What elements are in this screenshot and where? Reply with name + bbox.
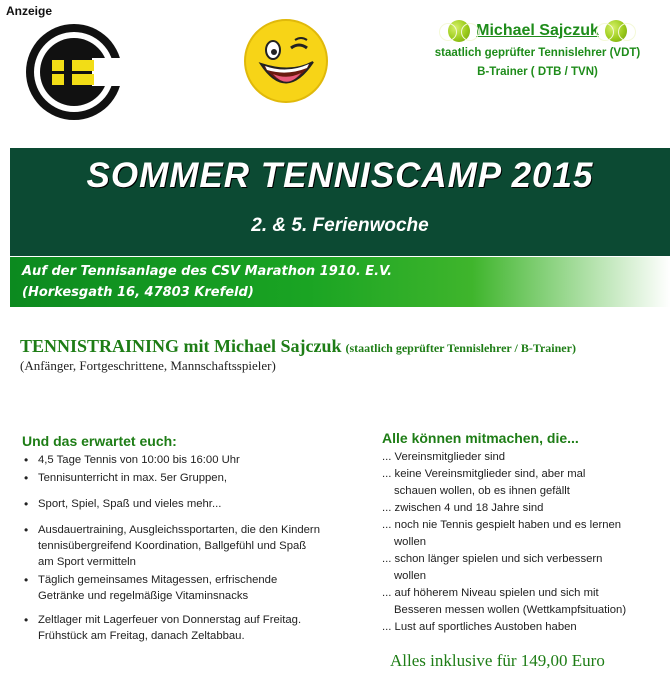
list-item: ... schon länger spielen und sich verbessern wollen	[382, 553, 603, 582]
training-heading-main: TENNISTRAINING mit Michael Sajczuk	[20, 336, 342, 356]
list-item: • Zeltlager mit Lagerfeuer von Donnerstag auf Freitag. Frühstück am Freitag, danach Zeltabbau.	[22, 612, 322, 644]
training-heading-suffix: (staatlich geprüfter Tennislehrer / B-Trainer)	[345, 341, 576, 355]
expectations-list	[22, 452, 322, 644]
tennis-ball-icon	[605, 20, 627, 42]
list-item: ... auf höherem Niveau spielen und sich mit Besseren messen wollen (Wettkampfsituation)	[382, 587, 627, 616]
club-logo-icon	[24, 22, 124, 122]
price-text: Alles inklusive für 149,00 Euro	[390, 651, 605, 670]
expectations-heading: Und das erwartet euch:	[22, 433, 177, 449]
list-item: ... keine Vereinsmitglieder sind, aber mal schauen wollen, ob es ihnen gefällt	[382, 468, 586, 497]
training-audience: (Anfänger, Fortgeschrittene, Mannschaftsspieler)	[20, 358, 276, 373]
participants-section	[382, 430, 667, 636]
trainer-name: Michael Sajczuk	[476, 22, 599, 39]
list-item: ... zwischen 4 und 18 Jahre sind	[382, 502, 544, 514]
page-title: SOMMER TENNISCAMP 2015	[86, 156, 594, 195]
winking-smiley-icon	[243, 18, 329, 104]
training-heading	[20, 336, 660, 357]
participants-list	[382, 449, 667, 636]
list-item: ... Lust auf sportliches Austoben haben	[382, 621, 577, 633]
trainer-license: B-Trainer ( DTB / TVN)	[477, 66, 598, 78]
ad-label: Anzeige	[6, 4, 53, 18]
expectations-section	[22, 433, 322, 644]
trainer-header	[405, 20, 670, 80]
list-item: ... noch nie Tennis gespielt haben und es lernen wollen	[382, 519, 622, 548]
location-line-2: (Horkesgath 16, 47803 Krefeld)	[22, 285, 254, 300]
page-subtitle: 2. & 5. Ferienwoche	[251, 215, 429, 236]
location-line-1: Auf der Tennisanlage des CSV Marathon 1910. E.V.	[22, 264, 393, 279]
participants-heading: Alle können mitmachen, die...	[382, 430, 579, 446]
list-item: • Sport, Spiel, Spaß und vieles mehr...	[22, 496, 322, 512]
list-item: • Ausdauertraining, Ausgleichssportarten, die den Kindern tennisübergreifend Koordination, Ballgefühl und Spaß am Sport vermitteln	[22, 522, 322, 570]
list-item: • Täglich gemeinsames Mitagessen, erfrischende Getränke und regelmäßige Vitaminsnacks	[22, 572, 322, 604]
tennis-ball-icon	[448, 20, 470, 42]
list-item: • Tennisunterricht in max. 5er Gruppen,	[22, 470, 322, 486]
list-item: • 4,5 Tage Tennis von 10:00 bis 16:00 Uhr	[22, 452, 322, 468]
trainer-qualification: staatlich geprüfter Tennislehrer (VDT)	[434, 47, 641, 59]
list-item: ... Vereinsmitglieder sind	[382, 451, 506, 463]
